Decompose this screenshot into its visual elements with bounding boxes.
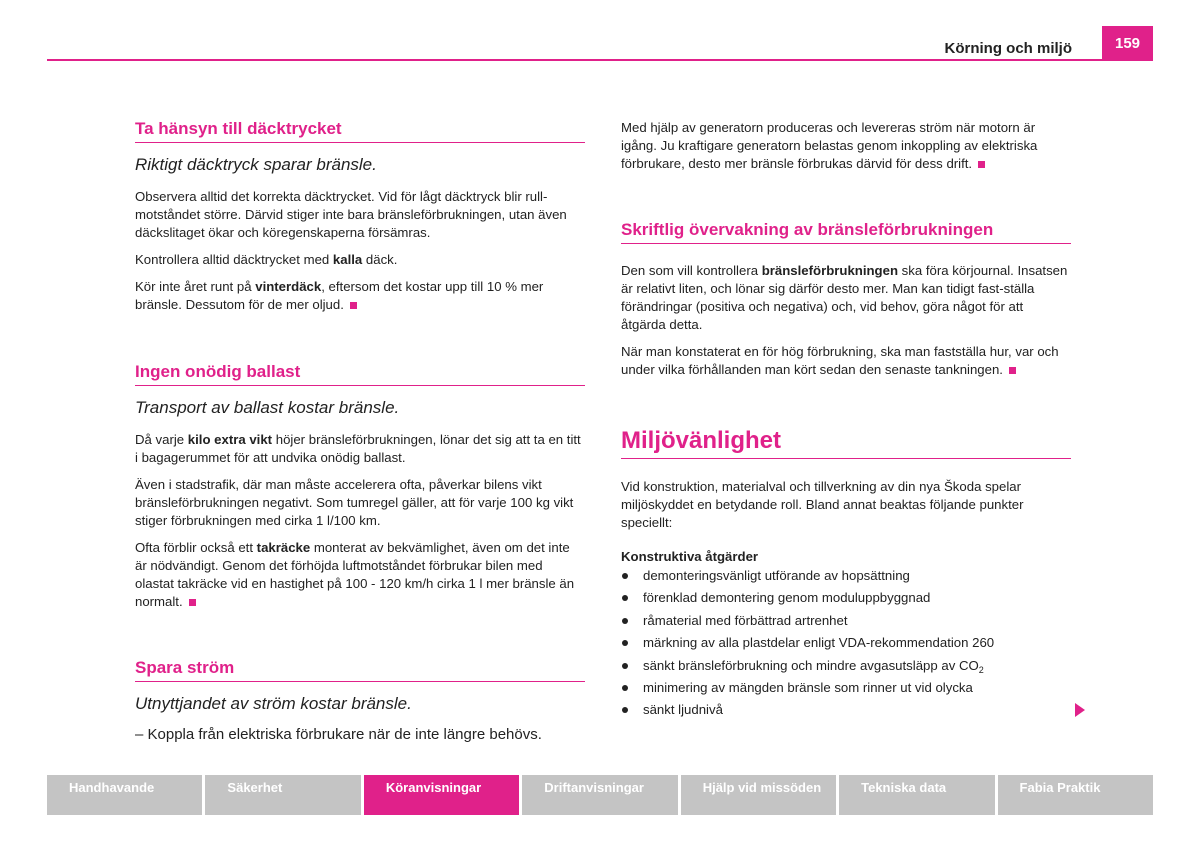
paragraph: När man konstaterat en för hög förbrukning, ska man fastställa hur, var och under vilka förhållanden man kört sedan den senaste tankningen. (621, 344, 1059, 377)
section-ballast (135, 362, 585, 620)
section-heading: Ta hänsyn till däcktrycket (135, 119, 585, 143)
paragraph: Ofta förblir också ett takräcke monterat av bekvämlighet, även om det inte är nödvändigt. Genom det förhöjda luftmotståndet förbrukar bilen med olastat takräcke vid en hastighet på 100 - 120 km/h cirka 1 l mer bränsle än normalt. (135, 540, 575, 609)
list-item: märkning av alla plastdelar enligt VDA-rekommendation 260 (621, 635, 1071, 657)
paragraph: Vid konstruktion, materialval och tillverkning av din nya Škoda spelar miljöskyddet en betydande roll. Bland annat beaktas följande punkter speciellt: (621, 479, 1024, 530)
measures-list (621, 568, 1071, 725)
paragraph: Observera alltid det korrekta däcktrycket. Vid för lågt däcktryck blir rull-motståndet större. Därvid stiger inte bara bränsleförbrukningen, utan även däckslitaget ökar och köregenskaperna försämras. (135, 189, 567, 240)
paragraph: Kontrollera alltid däcktrycket med kalla däck. (135, 252, 398, 267)
page-number: 159 (1102, 26, 1153, 61)
section-power (135, 658, 585, 743)
section-heading-major: Miljövänlighet (621, 427, 1071, 459)
section-heading: Spara ström (135, 658, 585, 682)
tab-fabia-praktik[interactable]: Fabia Praktik (998, 775, 1153, 815)
section-environment (621, 427, 1071, 725)
end-marker (189, 599, 196, 606)
header-rule (47, 59, 1153, 61)
paragraph: Kör inte året runt på vinterdäck, eftersom det kostar upp till 10 % mer bränsle. Dessutom för de mer oljud. (135, 279, 544, 312)
section-subtitle: Riktigt däcktryck sparar bränsle. (135, 155, 377, 174)
bullet-icon (622, 663, 628, 669)
bullet-icon (622, 595, 628, 601)
end-marker (350, 302, 357, 309)
paragraph: Då varje kilo extra vikt höjer bränsleförbrukningen, lönar det sig att ta en titt i bagagerummet för att undvika onödig ballast. (135, 432, 581, 465)
list-label: Konstruktiva åtgärder (621, 549, 759, 564)
section-heading: Ingen onödig ballast (135, 362, 585, 386)
section-heading: Skriftlig övervakning av bränsleförbrukningen (621, 220, 1071, 244)
tab-handhavande[interactable]: Handhavande (47, 775, 202, 815)
bullet-icon (622, 618, 628, 624)
tab-hjalp-vid-missoden[interactable]: Hjälp vid missöden (681, 775, 836, 815)
end-marker (1009, 367, 1016, 374)
tab-tekniska-data[interactable]: Tekniska data (839, 775, 994, 815)
list-item: demonteringsvänligt utförande av hopsättning (621, 568, 1071, 590)
paragraph: Med hjälp av generatorn produceras och levereras ström när motorn är igång. Ju kraftigare generatorn belastas genom inkoppling av elektriska förbrukare, desto mer bränsle förbrukas därvid för dess drift. (621, 120, 1038, 171)
list-item: förenklad demontering genom moduluppbyggnad (621, 590, 1071, 612)
section-subtitle: Transport av ballast kostar bränsle. (135, 398, 400, 417)
tab-koranvisningar[interactable]: Köranvisningar (364, 775, 519, 815)
bullet-icon (622, 640, 628, 646)
tab-driftanvisningar[interactable]: Driftanvisningar (522, 775, 677, 815)
section-subtitle: Utnyttjandet av ström kostar bränsle. (135, 694, 412, 713)
chapter-nav (47, 775, 1153, 815)
list-item: råmaterial med förbättrad artrenhet (621, 613, 1071, 635)
bullet-icon (622, 707, 628, 713)
list-item: sänkt ljudnivå (621, 702, 1071, 724)
chapter-title: Körning och miljö (944, 40, 1072, 57)
next-page-arrow-icon[interactable] (1075, 703, 1085, 717)
end-marker (978, 161, 985, 168)
paragraph: Den som vill kontrollera bränsleförbrukningen ska föra körjournal. Insatsen är relativt liten, och lönar sig därför desto mer. Man kan tidigt fast-ställa förändringar (positiva och negativa) och, vid behov, göra något för att åtgärda detta. (621, 263, 1068, 332)
section-tire-pressure (135, 119, 585, 323)
tab-sakerhet[interactable]: Säkerhet (205, 775, 360, 815)
paragraph: Även i stadstrafik, där man måste accelerera ofta, påverkar bilens vikt bränsleförbrukningen negativt. Som tumregel gäller, att för varje 100 kg vikt stiger förbrukningen med cirka 1 l/100 km. (135, 477, 574, 528)
bullet-icon (622, 573, 628, 579)
bullet-icon (622, 685, 628, 691)
list-item: minimering av mängden bränsle som rinner ut vid olycka (621, 680, 1071, 702)
instruction-item: – Koppla från elektriska förbrukare när de inte längre behövs. (135, 726, 542, 743)
section-written-monitoring (621, 220, 1071, 388)
generator-paragraph (621, 119, 1071, 182)
list-item: sänkt bränsleförbrukning och mindre avgasutsläpp av $CO_2$ (621, 658, 1071, 680)
